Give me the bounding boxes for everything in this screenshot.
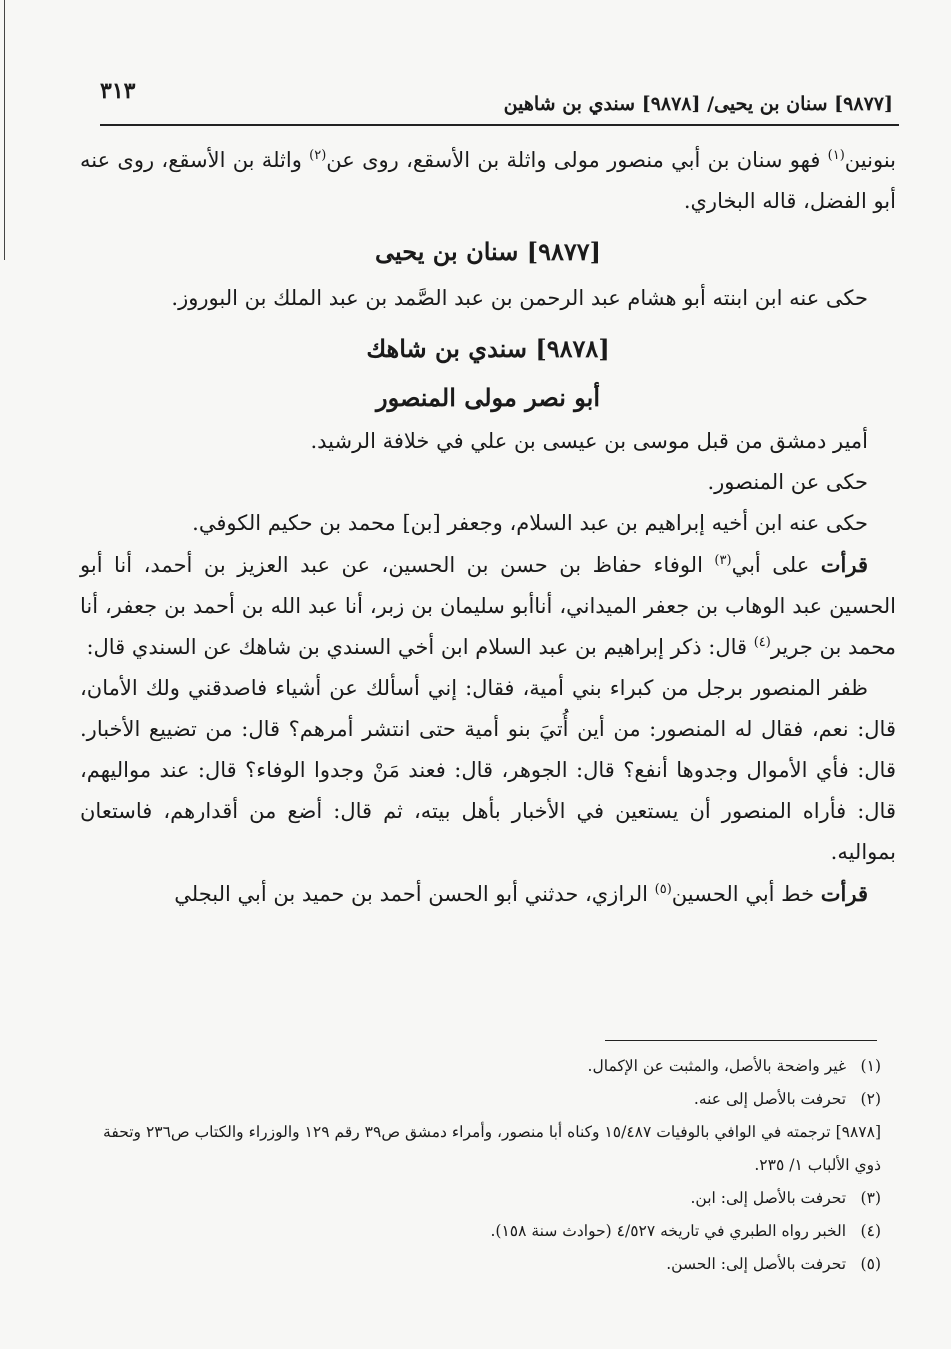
footnote-ref-3: (٣): [714, 553, 732, 568]
paragraph-4: حكى عن المنصور.: [707, 470, 868, 494]
entry-subtitle-9878: أبو نصر مولى المنصور: [375, 383, 600, 412]
main-text: [80, 140, 896, 915]
keyword-qarat: قرأت: [820, 881, 868, 906]
paragraph-3: أمير دمشق من قبل موسى بن عيسى بن علي في خلافة الرشيد.: [310, 429, 868, 453]
paragraph-6: قرأت على أبي$^{(٣)}$ الوفاء حفاظ بن حسن بن الحسين، عن عبد العزيز بن أحمد، أنا أبو الحسين عبد الوهاب بن جعفر الميداني، أناأبو سليمان بن زبر، أنا عبد الله بن أحمد بن جعفر، أنا محمد بن جرير$^{(٤)}$ قال: ذكر إبراهيم بن عبد السلام ابن أخي السندي بن شاهك عن السندي قال:: [80, 552, 896, 659]
entry-title-9877: [٩٨٧٧] سنان بن يحيى: [375, 237, 601, 266]
footnote-ref-2: (٢): [309, 148, 327, 163]
footnote-1: (١) غير واضحة بالأصل، والمثبت عن الإكمال.: [587, 1057, 881, 1075]
paragraph-8: قرأت خط أبي الحسين$^{(٥)}$ الرازي، حدثني أبو الحسن أحمد بن حميد بن أبي البجلي: [174, 881, 868, 906]
footnote-ref-5: (٥): [654, 882, 672, 897]
footnote-4: (٤) الخبر رواه الطبري في تاريخه ٤/٥٢٧ (حوادث سنة ١٥٨).: [490, 1222, 881, 1240]
page-number: ٣١٣: [100, 78, 136, 104]
paragraph-2: حكى عنه ابن ابنته أبو هشام عبد الرحمن بن عبد الصَّمد بن عبد الملك بن البوروز.: [171, 286, 868, 310]
footnote-9878: [٩٨٧٨] ترجمته في الوافي بالوفيات ١٥/٤٨٧ وكناه أبا منصور، وأمراء دمشق ص٣٩ رقم ١٢٩ والوزراء والكتاب ص٢٣٦ وتحفة ذوي الألباب ١/ ٢٣٥.: [103, 1123, 881, 1174]
footnote-2: (٢) تحرفت بالأصل إلى عنه.: [693, 1090, 881, 1108]
scan-margin-line: [4, 0, 5, 260]
paragraph-7: ظفر المنصور برجل من كبراء بني أمية، فقال: إني أسألك عن أشياء فاصدقني ولك الأمان، قال: نعم، فقال له المنصور: من أين أُتيَ بنو أمية حتى انتشر أمرهم؟ قال: من تضييع الأخبار. قال: فأي الأموال وجدوها أنفع؟ قال: الجوهر، قال: فعند مَنْ وجدوا الوفاء؟ قال: عند مواليهم، قال: فأراه المنصور أن يستعين في الأخبار بأهل بيته، ثم قال: أضع من أقدارهم، فاستعان بمواليه.: [80, 676, 896, 864]
footnote-5: (٥) تحرفت بالأصل إلى: الحسن.: [666, 1255, 881, 1273]
header-rule: [100, 124, 899, 126]
footnote-ref-1: (١): [827, 148, 845, 163]
entry-title-9878: [٩٨٧٨] سندي بن شاهك: [366, 334, 610, 363]
footnotes: [80, 1050, 881, 1281]
footnote-3: (٣) تحرفت بالأصل إلى: ابن.: [690, 1189, 881, 1207]
keyword-qarat: قرأت: [820, 552, 868, 577]
paragraph-5: حكى عنه ابن أخيه إبراهيم بن عبد السلام، وجعفر [بن] محمد بن حكيم الكوفي.: [192, 511, 868, 535]
running-head: [٩٨٧٧] سنان بن يحيى/ [٩٨٧٨] سندي بن شاهين: [503, 93, 893, 115]
paragraph-1: بنونين$^{(١)}$ فهو سنان بن أبي منصور مولى واثلة بن الأسقع، روى عن$^{(٢)}$ واثلة بن الأسقع، روى عنه أبو الفضل، قاله البخاري.: [80, 148, 896, 213]
footnote-ref-4: (٤): [753, 635, 771, 650]
footnote-rule: [605, 1040, 877, 1041]
